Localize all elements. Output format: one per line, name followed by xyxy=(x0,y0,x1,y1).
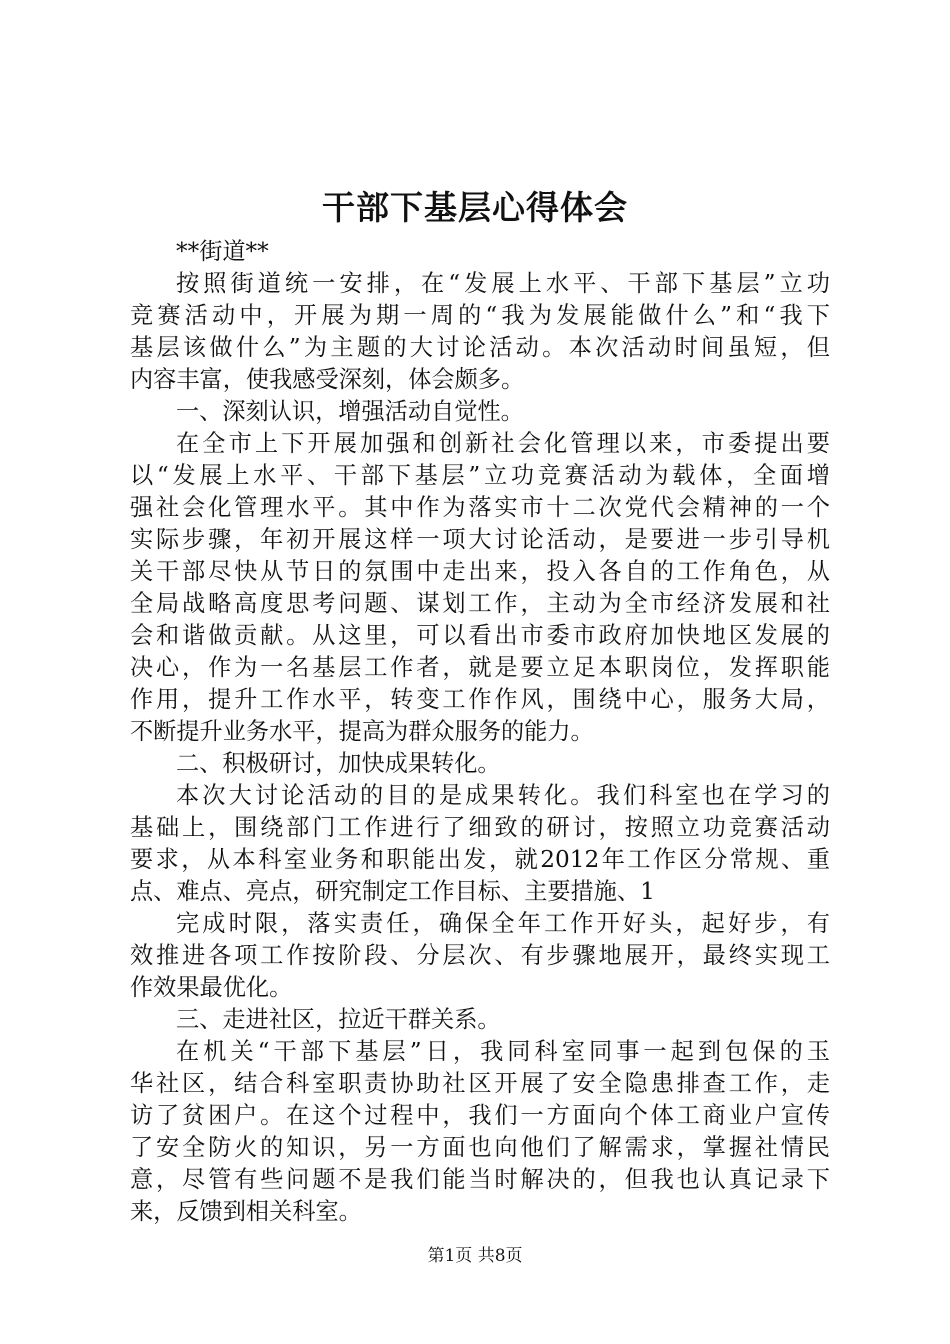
text-line: 以“发展上水平、干部下基层”立功竞赛活动为载体，全面增 xyxy=(130,462,830,489)
text-line: 效推进各项工作按阶段、分层次、有步骤地展开，最终实现工 xyxy=(130,942,830,969)
text-line: 本次大讨论活动的目的是成果转化。我们科室也在学习的 xyxy=(176,782,830,809)
document-title: 干部下基层心得体会 xyxy=(322,188,628,227)
text-line: 来，反馈到相关科室。 xyxy=(130,1198,362,1225)
text-line: 基础上，围绕部门工作进行了细致的研讨，按照立功竞赛活动 xyxy=(130,814,830,841)
text-line: 作用，提升工作水平，转变工作作风，围绕中心，服务大局， xyxy=(130,686,830,713)
document-body xyxy=(130,236,830,1228)
text-line: 会和谐做贡献。从这里，可以看出市委市政府加快地区发展的 xyxy=(130,622,830,649)
text-line: 竞赛活动中，开展为期一周的“我为发展能做什么”和“我下 xyxy=(130,302,830,329)
text-line: 华社区，结合科室职责协助社区开展了安全隐患排查工作，走 xyxy=(130,1070,830,1097)
text-line: 了安全防火的知识，另一方面也向他们了解需求，掌握社情民 xyxy=(130,1134,830,1161)
text-line: 基层该做什么”为主题的大讨论活动。本次活动时间虽短，但 xyxy=(130,334,830,361)
text-line: **街道** xyxy=(176,238,269,265)
text-line: 内容丰富，使我感受深刻，体会颇多。 xyxy=(130,366,525,393)
text-line: 要求，从本科室业务和职能出发，就2012年工作区分常规、重 xyxy=(130,846,830,873)
text-line: 实际步骤，年初开展这样一项大讨论活动，是要进一步引导机 xyxy=(130,526,830,553)
page-footer: 第1页 共8页 xyxy=(427,1246,523,1266)
text-line: 意，尽管有些问题不是我们能当时解决的，但我也认真记录下 xyxy=(130,1166,830,1193)
text-line: 访了贫困户。在这个过程中，我们一方面向个体工商业户宣传 xyxy=(130,1102,830,1129)
text-line: 二、积极研讨，加快成果转化。 xyxy=(176,750,501,777)
text-line: 在机关“干部下基层”日，我同科室同事一起到包保的玉 xyxy=(176,1038,830,1065)
text-line: 完成时限，落实责任，确保全年工作开好头，起好步，有 xyxy=(176,910,830,937)
text-line: 按照街道统一安排，在“发展上水平、干部下基层”立功 xyxy=(176,270,830,297)
text-line: 决心，作为一名基层工作者，就是要立足本职岗位，发挥职能 xyxy=(130,654,830,681)
text-line: 不断提升业务水平，提高为群众服务的能力。 xyxy=(130,718,594,745)
text-line: 在全市上下开展加强和创新社会化管理以来，市委提出要 xyxy=(176,430,830,457)
text-line: 关干部尽快从节日的氛围中走出来，投入各自的工作角色，从 xyxy=(130,558,830,585)
text-line: 三、走进社区，拉近干群关系。 xyxy=(176,1006,501,1033)
text-line: 一、深刻认识，增强活动自觉性。 xyxy=(176,398,524,425)
text-line: 作效果最优化。 xyxy=(130,974,293,1001)
text-line: 强社会化管理水平。其中作为落实市十二次党代会精神的一个 xyxy=(130,494,830,521)
text-line: 点、难点、亮点，研究制定工作目标、主要措施、1 xyxy=(130,878,655,905)
text-line: 全局战略高度思考问题、谋划工作，主动为全市经济发展和社 xyxy=(130,590,830,617)
